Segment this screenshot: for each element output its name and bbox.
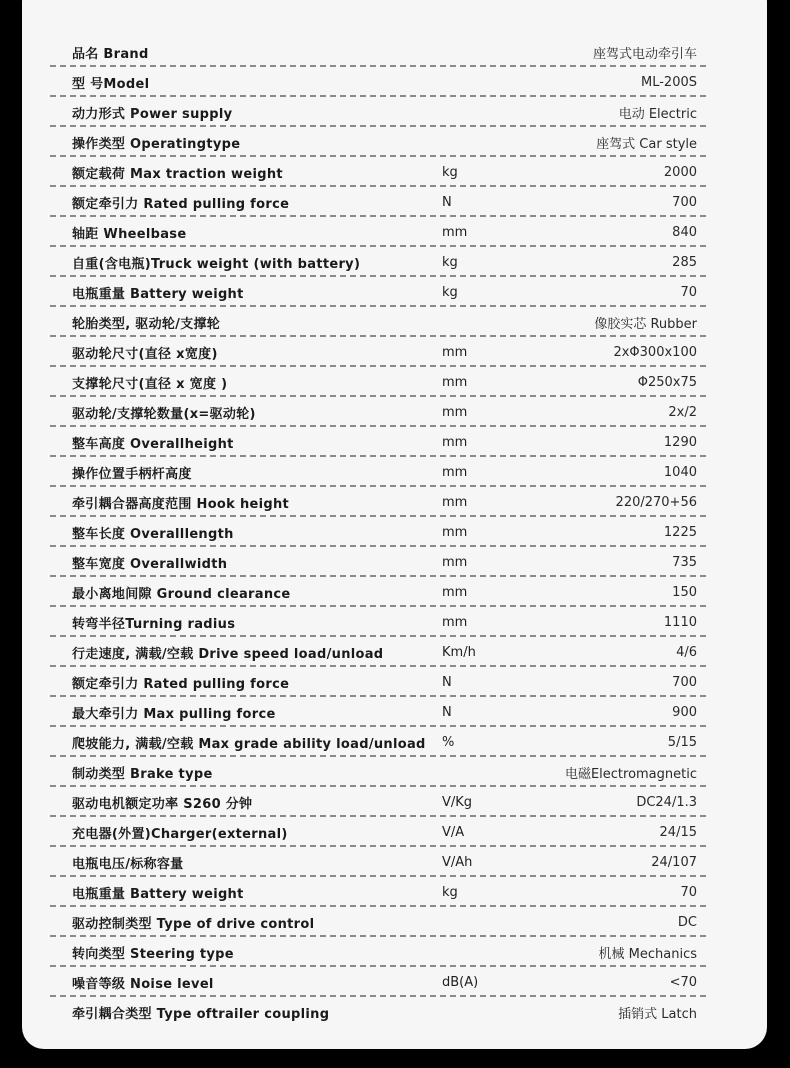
spec-row	[50, 727, 706, 757]
spec-value: 2xΦ300x100	[613, 344, 697, 360]
spec-label: 充电器(外置)Charger(external)	[72, 826, 288, 842]
spec-label: 电瓶重量 Battery weight	[72, 286, 244, 302]
spec-label: 行走速度, 满载/空载 Drive speed load/unload	[72, 646, 384, 662]
spec-value: 2x/2	[668, 404, 697, 420]
spec-label: 转弯半径Turning radius	[72, 616, 236, 632]
spec-label: 支撑轮尺寸(直径 x 宽度 )	[72, 376, 228, 392]
spec-row	[50, 577, 706, 607]
spec-label: 最大牵引力 Max pulling force	[72, 706, 276, 722]
spec-label: 牵引耦合器高度范围 Hook height	[72, 496, 290, 512]
spec-row	[50, 937, 706, 967]
spec-value: 座驾式电动牵引车	[592, 46, 697, 62]
spec-value: 840	[672, 224, 697, 240]
spec-unit: mm	[442, 404, 468, 420]
spec-label: 驱动轮/支撑轮数量(x=驱动轮)	[72, 406, 256, 422]
spec-row	[50, 97, 706, 127]
spec-label: 整车宽度 Overallwidth	[72, 556, 228, 572]
spec-unit: kg	[442, 284, 458, 300]
spec-label: 额定载荷 Max traction weight	[72, 166, 283, 182]
spec-value: Φ250x75	[637, 374, 697, 390]
spec-row	[50, 967, 706, 997]
spec-row	[50, 877, 706, 907]
spec-row	[50, 277, 706, 307]
spec-label: 驱动电机额定功率 S260 分钟	[72, 796, 253, 812]
spec-label: 品名 Brand	[72, 46, 149, 62]
spec-label: 轴距 Wheelbase	[72, 226, 187, 242]
spec-label: 制动类型 Brake type	[72, 766, 213, 782]
spec-row	[50, 397, 706, 427]
spec-label: 轮胎类型, 驱动轮/支撑轮	[72, 316, 221, 332]
spec-label: 牵引耦合类型 Type oftrailer coupling	[72, 1006, 330, 1022]
spec-row	[50, 367, 706, 397]
spec-unit: mm	[442, 554, 468, 570]
spec-row	[50, 157, 706, 187]
spec-value: 24/15	[659, 824, 697, 840]
spec-value: ML-200S	[641, 74, 697, 90]
spec-row	[50, 517, 706, 547]
spec-unit: V/Kg	[442, 794, 473, 810]
spec-row	[50, 487, 706, 517]
spec-label: 整车长度 Overalllength	[72, 526, 234, 542]
spec-row	[50, 787, 706, 817]
spec-unit: mm	[442, 584, 468, 600]
spec-unit: kg	[442, 164, 458, 180]
spec-label: 驱动轮尺寸(直径 x宽度)	[72, 346, 218, 362]
spec-unit: mm	[442, 224, 468, 240]
spec-value: 机械 Mechanics	[598, 946, 697, 962]
spec-value: 1110	[663, 614, 697, 630]
spec-unit: N	[442, 704, 452, 720]
spec-unit: mm	[442, 374, 468, 390]
spec-value: 24/107	[651, 854, 697, 870]
spec-label: 动力形式 Power supply	[72, 106, 233, 122]
spec-value: 4/6	[676, 644, 697, 660]
spec-row	[50, 247, 706, 277]
spec-label: 额定牵引力 Rated pulling force	[72, 676, 290, 692]
spec-value: 700	[672, 674, 697, 690]
spec-unit: %	[442, 734, 455, 750]
spec-value: 285	[672, 254, 697, 270]
spec-label: 电瓶电压/标称容量	[72, 856, 184, 872]
spec-value: DC	[677, 914, 697, 930]
spec-value: DC24/1.3	[636, 794, 697, 810]
spec-value: 电动 Electric	[618, 106, 697, 122]
spec-unit: N	[442, 194, 452, 210]
spec-row	[50, 817, 706, 847]
spec-unit: mm	[442, 524, 468, 540]
spec-row	[50, 37, 706, 67]
spec-label: 整车高度 Overallheight	[72, 436, 234, 452]
spec-unit: kg	[442, 884, 458, 900]
spec-row	[50, 547, 706, 577]
spec-row	[50, 637, 706, 667]
spec-row	[50, 457, 706, 487]
spec-value: 插销式 Latch	[618, 1006, 697, 1022]
spec-value: 像胶实芯 Rubber	[594, 316, 697, 332]
spec-label: 额定牵引力 Rated pulling force	[72, 196, 290, 212]
spec-unit: kg	[442, 254, 458, 270]
spec-row	[50, 307, 706, 337]
spec-row	[50, 997, 706, 1027]
spec-unit: mm	[442, 614, 468, 630]
spec-label: 操作位置手柄杆高度	[72, 466, 192, 482]
spec-row	[50, 217, 706, 247]
spec-value: 150	[672, 584, 697, 600]
spec-row	[50, 337, 706, 367]
spec-label: 最小离地间隙 Ground clearance	[72, 586, 291, 602]
spec-unit: mm	[442, 434, 468, 450]
spec-unit: mm	[442, 464, 468, 480]
spec-value: 735	[672, 554, 697, 570]
spec-value: 70	[680, 284, 697, 300]
spec-label: 操作类型 Operatingtype	[72, 136, 241, 152]
spec-value: 700	[672, 194, 697, 210]
spec-unit: N	[442, 674, 452, 690]
spec-unit: V/Ah	[442, 854, 473, 870]
spec-row	[50, 127, 706, 157]
spec-value: 1225	[663, 524, 697, 540]
spec-label: 噪音等级 Noise level	[72, 976, 214, 992]
spec-value: 70	[680, 884, 697, 900]
spec-value: 座驾式 Car style	[596, 136, 697, 152]
spec-value: 电磁Electromagnetic	[564, 766, 697, 782]
spec-row	[50, 847, 706, 877]
spec-unit: dB(A)	[442, 974, 479, 990]
spec-row	[50, 67, 706, 97]
spec-value: 5/15	[667, 734, 697, 750]
spec-row	[50, 757, 706, 787]
spec-value: 900	[672, 704, 697, 720]
spec-label: 转向类型 Steering type	[72, 946, 234, 962]
spec-row	[50, 667, 706, 697]
spec-value: 2000	[663, 164, 697, 180]
spec-value: <70	[669, 974, 697, 990]
spec-label: 驱动控制类型 Type of drive control	[72, 916, 315, 932]
spec-row	[50, 187, 706, 217]
spec-label: 自重(含电瓶)Truck weight (with battery)	[72, 256, 361, 272]
spec-value: 220/270+56	[615, 494, 697, 510]
spec-unit: V/A	[442, 824, 465, 840]
spec-unit: mm	[442, 494, 468, 510]
spec-label: 电瓶重量 Battery weight	[72, 886, 244, 902]
spec-row	[50, 607, 706, 637]
spec-label: 型 号Model	[72, 76, 150, 92]
spec-row	[50, 697, 706, 727]
spec-value: 1290	[663, 434, 697, 450]
spec-table	[50, 37, 706, 1027]
spec-row	[50, 907, 706, 937]
spec-value: 1040	[663, 464, 697, 480]
spec-row	[50, 427, 706, 457]
spec-unit: Km/h	[442, 644, 476, 660]
spec-unit: mm	[442, 344, 468, 360]
spec-label: 爬坡能力, 满载/空载 Max grade ability load/unload	[72, 736, 426, 752]
